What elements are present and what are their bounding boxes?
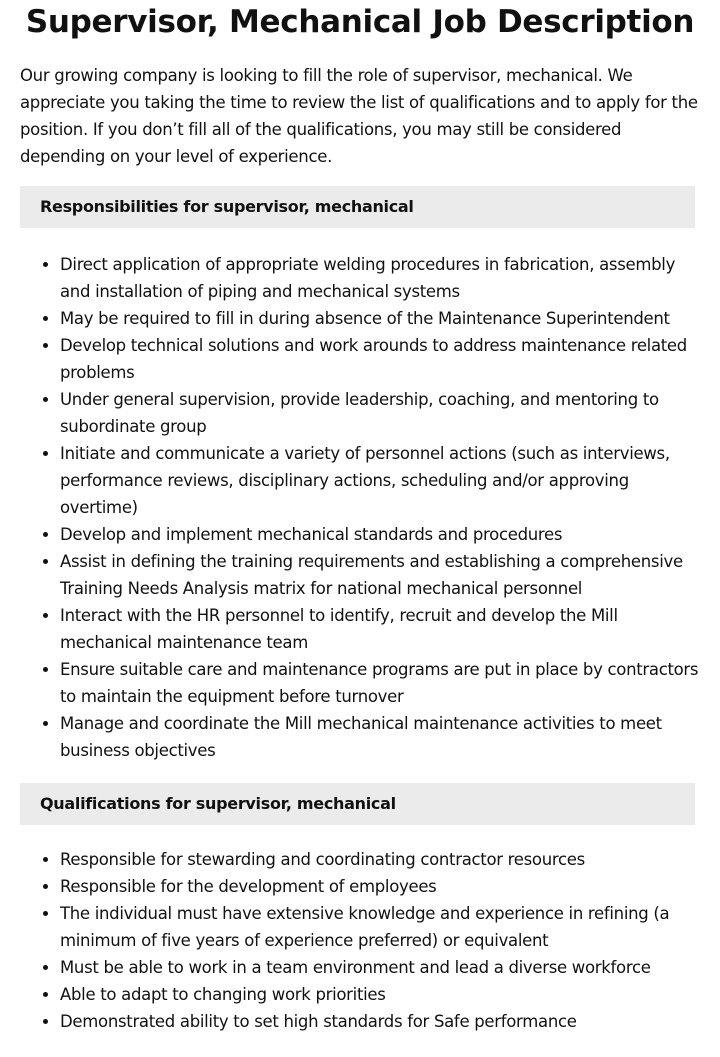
list-item: • Ensure suitable care and maintenance programs are put in place by contractors to maintain the equipment before turnover	[60, 656, 700, 710]
responsibilities-list	[20, 251, 700, 764]
responsibilities-heading: Responsibilities for supervisor, mechanical	[20, 186, 695, 228]
qualifications-list	[20, 846, 700, 1035]
list-item: • Under general supervision, provide leadership, coaching, and mentoring to subordinate group	[60, 386, 700, 440]
list-item: • Direct application of appropriate welding procedures in fabrication, assembly and installation of piping and mechanical systems	[60, 251, 700, 305]
list-item: • Responsible for stewarding and coordinating contractor resources	[60, 846, 700, 873]
list-item: • Initiate and communicate a variety of personnel actions (such as interviews, performance reviews, disciplinary actions, scheduling and/or approving overtime)	[60, 440, 700, 521]
intro-paragraph: Our growing company is looking to fill the role of supervisor, mechanical. We appreciate you taking the time to review the list of qualifications and to apply for the position. If you don’t fill all of the qualifications, you may still be considered depending on your level of experience.	[20, 66, 698, 166]
list-item: • Demonstrated ability to set high standards for Safe performance	[60, 1008, 700, 1035]
list-item: • Interact with the HR personnel to identify, recruit and develop the Mill mechanical maintenance team	[60, 602, 700, 656]
list-item: • The individual must have extensive knowledge and experience in refining (a minimum of five years of experience preferred) or equivalent	[60, 900, 700, 954]
list-item: • Able to adapt to changing work priorities	[60, 981, 700, 1008]
list-item: • Responsible for the development of employees	[60, 873, 700, 900]
list-item: • Must be able to work in a team environment and lead a diverse workforce	[60, 954, 700, 981]
list-item: • Manage and coordinate the Mill mechanical maintenance activities to meet business objectives	[60, 710, 700, 764]
page-title: Supervisor, Mechanical Job Description	[25, 4, 695, 40]
qualifications-heading: Qualifications for supervisor, mechanical	[20, 783, 695, 825]
list-item: • Develop technical solutions and work arounds to address maintenance related problems	[60, 332, 700, 386]
list-item: • Assist in defining the training requirements and establishing a comprehensive Training Needs Analysis matrix for national mechanical personnel	[60, 548, 700, 602]
list-item: • May be required to fill in during absence of the Maintenance Superintendent	[60, 305, 700, 332]
list-item: • Develop and implement mechanical standards and procedures	[60, 521, 700, 548]
